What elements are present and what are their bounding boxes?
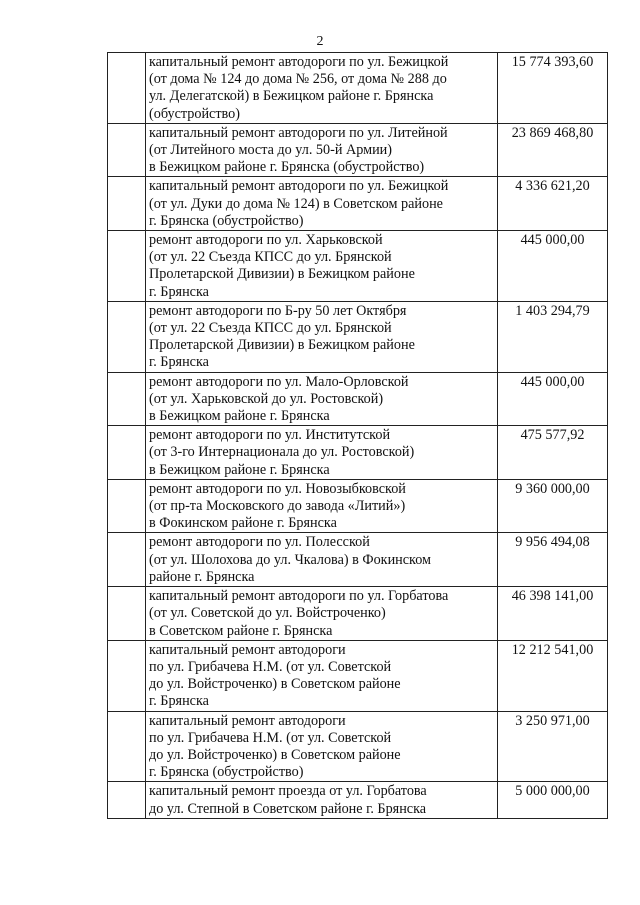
row-number-cell xyxy=(108,231,146,302)
row-number-cell xyxy=(108,640,146,711)
table-row xyxy=(108,426,608,480)
amount-cell: 4 336 621,20 xyxy=(498,177,608,231)
amount-cell: 3 250 971,00 xyxy=(498,711,608,782)
amount-cell: 475 577,92 xyxy=(498,426,608,480)
row-number-cell xyxy=(108,301,146,372)
amount-cell: 9 360 000,00 xyxy=(498,479,608,533)
description-cell: ремонт автодороги по ул. Полесской (от ул. Шолохова до ул. Чкалова) в Фокинском районе г. Брянска xyxy=(146,533,498,587)
description-cell: капитальный ремонт автодороги по ул. Горбатова (от ул. Советской до ул. Войстроченко) в Советском районе г. Брянска xyxy=(146,587,498,641)
amount-cell: 9 956 494,08 xyxy=(498,533,608,587)
table-row xyxy=(108,640,608,711)
amount-cell: 12 212 541,00 xyxy=(498,640,608,711)
description-cell: капитальный ремонт автодороги по ул. Грибачева Н.М. (от ул. Советской до ул. Войстроченко) в Советском районе г. Брянска xyxy=(146,640,498,711)
table-row xyxy=(108,231,608,302)
table-row xyxy=(108,782,608,818)
description-cell: ремонт автодороги по ул. Институтской (от 3-го Интернационала до ул. Ростовской) в Бежицком районе г. Брянска xyxy=(146,426,498,480)
table-row xyxy=(108,301,608,372)
row-number-cell xyxy=(108,53,146,124)
description-cell: ремонт автодороги по ул. Новозыбковской (от пр-та Московского до завода «Литий») в Фокинском районе г. Брянска xyxy=(146,479,498,533)
row-number-cell xyxy=(108,533,146,587)
table-row xyxy=(108,533,608,587)
description-cell: ремонт автодороги по ул. Харьковской (от ул. 22 Съезда КПСС до ул. Брянской Пролетарской Дивизии) в Бежицком районе г. Брянска xyxy=(146,231,498,302)
row-number-cell xyxy=(108,372,146,426)
amount-cell: 46 398 141,00 xyxy=(498,587,608,641)
table-row xyxy=(108,53,608,124)
description-cell: ремонт автодороги по Б-ру 50 лет Октября (от ул. 22 Съезда КПСС до ул. Брянской Пролетарской Дивизии) в Бежицком районе г. Брянска xyxy=(146,301,498,372)
table-row xyxy=(108,177,608,231)
row-number-cell xyxy=(108,587,146,641)
table-row xyxy=(108,479,608,533)
budget-table xyxy=(107,52,608,819)
description-cell: капитальный ремонт проезда от ул. Горбатова до ул. Степной в Советском районе г. Брянска xyxy=(146,782,498,818)
table-row xyxy=(108,587,608,641)
amount-cell: 1 403 294,79 xyxy=(498,301,608,372)
row-number-cell xyxy=(108,782,146,818)
page-number: 2 xyxy=(316,34,324,49)
table-row xyxy=(108,372,608,426)
description-cell: капитальный ремонт автодороги по ул. Бежицкой (от ул. Дуки до дома № 124) в Советском районе г. Брянска (обустройство) xyxy=(146,177,498,231)
description-cell: капитальный ремонт автодороги по ул. Литейной (от Литейного моста до ул. 50-й Армии) в Бежицком районе г. Брянска (обустройство) xyxy=(146,123,498,177)
amount-cell: 23 869 468,80 xyxy=(498,123,608,177)
description-cell: ремонт автодороги по ул. Мало-Орловской (от ул. Харьковской до ул. Ростовской) в Бежицком районе г. Брянска xyxy=(146,372,498,426)
description-cell: капитальный ремонт автодороги по ул. Грибачева Н.М. (от ул. Советской до ул. Войстроченко) в Советском районе г. Брянска (обустройство) xyxy=(146,711,498,782)
amount-cell: 445 000,00 xyxy=(498,231,608,302)
table-row xyxy=(108,123,608,177)
row-number-cell xyxy=(108,479,146,533)
amount-cell: 445 000,00 xyxy=(498,372,608,426)
amount-cell: 5 000 000,00 xyxy=(498,782,608,818)
row-number-cell xyxy=(108,123,146,177)
table-row xyxy=(108,711,608,782)
budget-table-body xyxy=(108,53,608,819)
row-number-cell xyxy=(108,426,146,480)
description-cell: капитальный ремонт автодороги по ул. Бежицкой (от дома № 124 до дома № 256, от дома № 288 до ул. Делегатской) в Бежицком районе г. Брянска (обустройство) xyxy=(146,53,498,124)
row-number-cell xyxy=(108,711,146,782)
amount-cell: 15 774 393,60 xyxy=(498,53,608,124)
row-number-cell xyxy=(108,177,146,231)
